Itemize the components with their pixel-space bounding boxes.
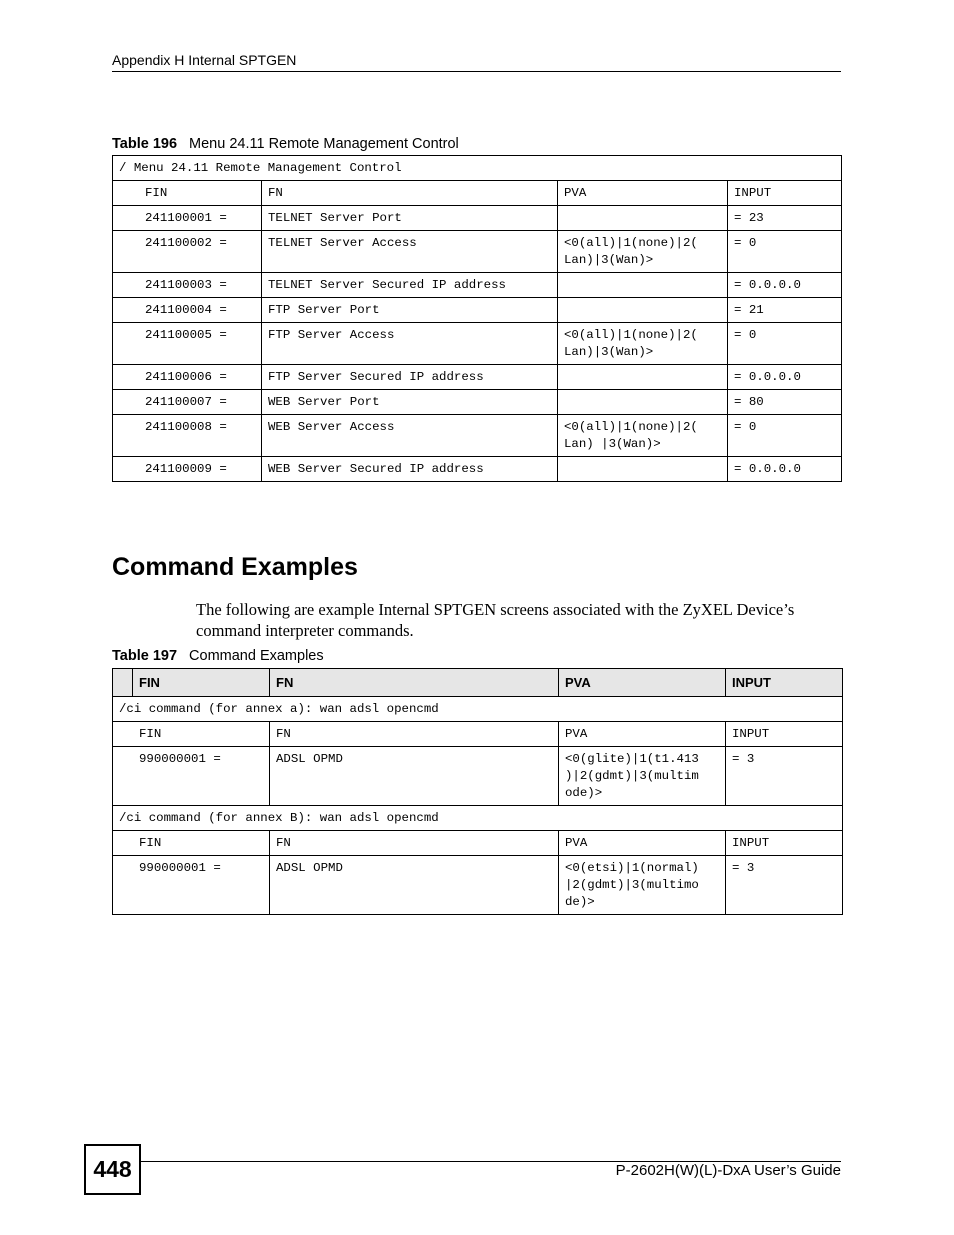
- table-196-header-row: [113, 181, 842, 206]
- table-row: [113, 415, 842, 457]
- column-header-fn: FN: [262, 181, 558, 206]
- table-196-caption: [112, 136, 459, 152]
- table-196-body: [113, 156, 842, 482]
- guide-title: P-2602H(W)(L)-DxA User’s Guide: [615, 1162, 841, 1179]
- subheader-fin: FIN: [113, 831, 270, 856]
- cell-input: = 0.0.0.0: [728, 457, 842, 482]
- cell-fin: 241100009 =: [113, 457, 262, 482]
- column-header-pva: PVA: [559, 669, 726, 697]
- command-row: [113, 806, 843, 831]
- cell-fn: WEB Server Port: [262, 390, 558, 415]
- cell-pva: [558, 365, 728, 390]
- cell-fin: 241100006 =: [113, 365, 262, 390]
- cell-input: = 0: [728, 323, 842, 365]
- header-rule: [112, 71, 841, 72]
- cell-pva: [558, 206, 728, 231]
- cell-fin: 990000001 =: [113, 856, 270, 915]
- table-197-body: [113, 669, 843, 915]
- running-header: Appendix H Internal SPTGEN: [112, 52, 297, 68]
- table-196-label: Table 196: [112, 136, 178, 152]
- cell-input: = 0.0.0.0: [728, 273, 842, 298]
- cell-fn: FTP Server Access: [262, 323, 558, 365]
- cell-pva: [558, 298, 728, 323]
- table-196-menu-title: / Menu 24.11 Remote Management Control: [113, 156, 842, 181]
- column-header-fin: FIN: [113, 181, 262, 206]
- cell-pva: <0(etsi)|1(normal) |2(gdmt)|3(multimo de)>: [559, 856, 726, 915]
- cell-fn: WEB Server Access: [262, 415, 558, 457]
- cell-fn: ADSL OPMD: [270, 747, 559, 806]
- subheader-pva: PVA: [559, 722, 726, 747]
- subheader-fin: FIN: [113, 722, 270, 747]
- column-header-input: INPUT: [728, 181, 842, 206]
- cell-fin: 241100004 =: [113, 298, 262, 323]
- table-row: [113, 365, 842, 390]
- table-row: [113, 457, 842, 482]
- table-196-menu-row: [113, 156, 842, 181]
- cell-fn: FTP Server Port: [262, 298, 558, 323]
- subheader-input: INPUT: [726, 831, 843, 856]
- table-196-title: Menu 24.11 Remote Management Control: [189, 136, 459, 152]
- cell-fin: 241100007 =: [113, 390, 262, 415]
- subheader-row: [113, 722, 843, 747]
- command-text: /ci command (for annex B): wan adsl opencmd: [113, 806, 843, 831]
- command-row: [113, 697, 843, 722]
- column-header-input: INPUT: [726, 669, 843, 697]
- table-197-header-row: [113, 669, 843, 697]
- table-row: [113, 298, 842, 323]
- cell-input: = 0: [728, 231, 842, 273]
- subheader-pva: PVA: [559, 831, 726, 856]
- column-header-blank: [113, 669, 133, 697]
- page-number: 448: [84, 1144, 141, 1195]
- cell-input: = 23: [728, 206, 842, 231]
- cell-fn: ADSL OPMD: [270, 856, 559, 915]
- table-row: [113, 273, 842, 298]
- cell-input: = 3: [726, 747, 843, 806]
- cell-input: = 0: [728, 415, 842, 457]
- subheader-fn: FN: [270, 831, 559, 856]
- cell-pva: <0(all)|1(none)|2( Lan) |3(Wan)>: [558, 415, 728, 457]
- cell-pva: <0(all)|1(none)|2( Lan)|3(Wan)>: [558, 323, 728, 365]
- table-197-caption: [112, 648, 324, 664]
- cell-input: = 21: [728, 298, 842, 323]
- column-header-pva: PVA: [558, 181, 728, 206]
- cell-input: = 80: [728, 390, 842, 415]
- cell-fin: 990000001 =: [113, 747, 270, 806]
- cell-fn: WEB Server Secured IP address: [262, 457, 558, 482]
- table-row: [113, 856, 843, 915]
- cell-pva: [558, 390, 728, 415]
- cell-fn: TELNET Server Secured IP address: [262, 273, 558, 298]
- cell-fin: 241100003 =: [113, 273, 262, 298]
- section-title: Command Examples: [112, 553, 358, 581]
- cell-fn: TELNET Server Port: [262, 206, 558, 231]
- section-intro: The following are example Internal SPTGEN screens associated with the ZyXEL Device’s command interpreter commands.: [196, 600, 795, 640]
- table-row: [113, 390, 842, 415]
- cell-input: = 3: [726, 856, 843, 915]
- table-196: [112, 155, 842, 482]
- table-row: [113, 231, 842, 273]
- table-197-label: Table 197: [112, 648, 178, 664]
- command-text: /ci command (for annex a): wan adsl opencmd: [113, 697, 843, 722]
- table-row: [113, 206, 842, 231]
- table-row: [113, 323, 842, 365]
- table-197-title: Command Examples: [189, 648, 324, 664]
- cell-fin: 241100005 =: [113, 323, 262, 365]
- cell-fin: 241100008 =: [113, 415, 262, 457]
- subheader-fn: FN: [270, 722, 559, 747]
- cell-pva: <0(glite)|1(t1.413 )|2(gdmt)|3(multim ode)>: [559, 747, 726, 806]
- subheader-input: INPUT: [726, 722, 843, 747]
- column-header-fin: FIN: [133, 669, 270, 697]
- cell-fn: FTP Server Secured IP address: [262, 365, 558, 390]
- cell-fin: 241100001 =: [113, 206, 262, 231]
- table-197: [112, 668, 843, 915]
- cell-fin: 241100002 =: [113, 231, 262, 273]
- cell-fn: TELNET Server Access: [262, 231, 558, 273]
- table-row: [113, 747, 843, 806]
- cell-pva: [558, 457, 728, 482]
- cell-pva: <0(all)|1(none)|2( Lan)|3(Wan)>: [558, 231, 728, 273]
- cell-pva: [558, 273, 728, 298]
- column-header-fn: FN: [270, 669, 559, 697]
- cell-input: = 0.0.0.0: [728, 365, 842, 390]
- subheader-row: [113, 831, 843, 856]
